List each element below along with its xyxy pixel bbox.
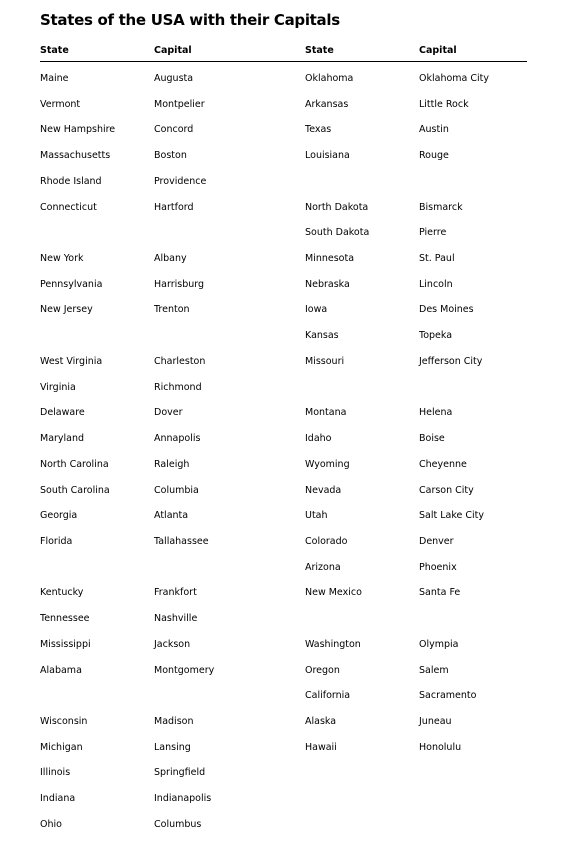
state-name: Florida bbox=[40, 535, 73, 547]
state-name bbox=[40, 562, 115, 588]
capital-name: Concord bbox=[154, 124, 194, 136]
capital-name: Juneau bbox=[419, 715, 452, 727]
header-rule bbox=[40, 61, 527, 62]
state-name bbox=[305, 176, 369, 202]
state-name: Oregon bbox=[305, 664, 340, 676]
state-name: Colorado bbox=[305, 535, 348, 547]
state-name: California bbox=[305, 690, 351, 702]
capital-name: Hartford bbox=[154, 201, 194, 213]
capital-name bbox=[419, 382, 489, 408]
state-name: Illinois bbox=[40, 767, 71, 779]
capital-name: Boise bbox=[419, 433, 445, 445]
state-name: New Jersey bbox=[40, 304, 93, 316]
state-name: Ohio bbox=[40, 818, 62, 830]
state-name: New Hampshire bbox=[40, 124, 116, 136]
state-name: Vermont bbox=[40, 98, 81, 110]
state-name bbox=[40, 690, 115, 716]
capital-name bbox=[154, 690, 214, 716]
state-name: Virginia bbox=[40, 381, 76, 393]
capital-name bbox=[154, 562, 214, 588]
capital-name: Madison bbox=[154, 715, 194, 727]
state-name: Alabama bbox=[40, 664, 82, 676]
state-name: Arizona bbox=[305, 561, 341, 573]
state-name: Rhode Island bbox=[40, 175, 102, 187]
capital-name: Des Moines bbox=[419, 304, 474, 316]
capital-name: St. Paul bbox=[419, 253, 455, 265]
state-name: Maryland bbox=[40, 433, 85, 445]
header-capital-right: Capital bbox=[419, 45, 457, 56]
right-capital-column bbox=[419, 73, 489, 767]
capital-name: Montpelier bbox=[154, 98, 205, 110]
state-name: New Mexico bbox=[305, 587, 362, 599]
state-name: Pennsylvania bbox=[40, 278, 103, 290]
capital-name: Cheyenne bbox=[419, 458, 467, 470]
capital-name: Phoenix bbox=[419, 561, 457, 573]
state-name: West Virginia bbox=[40, 355, 103, 367]
state-name: Kentucky bbox=[40, 587, 84, 599]
capital-name: Tallahassee bbox=[154, 535, 209, 547]
capital-name: Dover bbox=[154, 407, 183, 419]
left-state-column bbox=[40, 73, 115, 845]
state-name: Kansas bbox=[305, 330, 339, 342]
state-name: Alaska bbox=[305, 715, 337, 727]
state-name: Massachusetts bbox=[40, 150, 111, 162]
capital-name: Richmond bbox=[154, 381, 202, 393]
state-name: Hawaii bbox=[305, 741, 337, 753]
capital-name: Lincoln bbox=[419, 278, 453, 290]
capital-name: Augusta bbox=[154, 73, 194, 84]
state-name: Connecticut bbox=[40, 201, 97, 213]
state-name: Louisiana bbox=[305, 150, 350, 162]
capital-name bbox=[154, 330, 214, 356]
state-name: North Dakota bbox=[305, 201, 369, 213]
capital-name: Montgomery bbox=[154, 664, 215, 676]
state-name: Wyoming bbox=[305, 458, 350, 470]
state-name: South Dakota bbox=[305, 227, 370, 239]
state-name: Idaho bbox=[305, 433, 332, 445]
capital-name: Annapolis bbox=[154, 433, 201, 445]
capital-name: Honolulu bbox=[419, 741, 462, 753]
state-name bbox=[305, 613, 369, 639]
capital-name: Rouge bbox=[419, 150, 449, 162]
state-name: Montana bbox=[305, 407, 347, 419]
state-name: Tennessee bbox=[40, 613, 90, 625]
state-name: New York bbox=[40, 253, 84, 265]
state-name: Mississippi bbox=[40, 638, 91, 650]
state-name: Missouri bbox=[305, 355, 345, 367]
capital-name: Jefferson City bbox=[419, 355, 483, 367]
state-name: Oklahoma bbox=[305, 73, 354, 84]
state-name bbox=[305, 382, 369, 408]
header-capital-left: Capital bbox=[154, 45, 192, 56]
state-name: South Carolina bbox=[40, 484, 110, 496]
state-name: Michigan bbox=[40, 741, 83, 753]
capital-name: Little Rock bbox=[419, 98, 469, 110]
capital-name: Denver bbox=[419, 535, 454, 547]
state-name: Arkansas bbox=[305, 98, 349, 110]
right-state-column bbox=[305, 73, 369, 767]
state-name: Delaware bbox=[40, 407, 85, 419]
state-name: Georgia bbox=[40, 510, 78, 522]
capital-name: Santa Fe bbox=[419, 587, 461, 599]
capital-name: Springfield bbox=[154, 767, 206, 779]
left-capital-column bbox=[154, 73, 214, 845]
capital-name: Lansing bbox=[154, 741, 191, 753]
state-name: Texas bbox=[305, 124, 332, 136]
capital-name: Harrisburg bbox=[154, 278, 205, 290]
state-name: Nebraska bbox=[305, 278, 350, 290]
capital-name: Trenton bbox=[154, 304, 190, 316]
state-name: Indiana bbox=[40, 793, 76, 805]
state-name bbox=[40, 227, 115, 253]
capital-name: Helena bbox=[419, 407, 453, 419]
capital-name: Salem bbox=[419, 664, 449, 676]
capital-name: Atlanta bbox=[154, 510, 189, 522]
capital-name: Columbia bbox=[154, 484, 199, 496]
header-state-right: State bbox=[305, 45, 334, 56]
capital-name: Indianapolis bbox=[154, 793, 212, 805]
state-name: Nevada bbox=[305, 484, 342, 496]
capital-name: Providence bbox=[154, 175, 207, 187]
state-name: Washington bbox=[305, 638, 361, 650]
state-name: Utah bbox=[305, 510, 328, 522]
capital-name: Frankfort bbox=[154, 587, 197, 599]
state-name: North Carolina bbox=[40, 458, 109, 470]
capital-name: Carson City bbox=[419, 484, 474, 496]
state-name: Iowa bbox=[305, 304, 328, 316]
header-state-left: State bbox=[40, 45, 69, 56]
page-title: States of the USA with their Capitals bbox=[40, 11, 340, 29]
capital-name: Pierre bbox=[419, 227, 447, 239]
capital-name bbox=[419, 176, 489, 202]
capital-name: Austin bbox=[419, 124, 449, 136]
capital-name: Bismarck bbox=[419, 201, 463, 213]
capital-name: Oklahoma City bbox=[419, 73, 489, 84]
capital-name: Olympia bbox=[419, 638, 459, 650]
capital-name: Charleston bbox=[154, 355, 206, 367]
capital-name: Raleigh bbox=[154, 458, 190, 470]
capital-name: Albany bbox=[154, 253, 187, 265]
capital-name: Salt Lake City bbox=[419, 510, 484, 522]
state-name bbox=[40, 330, 115, 356]
capital-name: Sacramento bbox=[419, 690, 477, 702]
capital-name: Boston bbox=[154, 150, 187, 162]
capital-name bbox=[154, 227, 214, 253]
capital-name: Jackson bbox=[154, 638, 191, 650]
capital-name: Columbus bbox=[154, 818, 202, 830]
state-name: Wisconsin bbox=[40, 715, 88, 727]
capital-name: Topeka bbox=[419, 330, 453, 342]
state-name: Minnesota bbox=[305, 253, 355, 265]
capital-name bbox=[419, 613, 489, 639]
capital-name: Nashville bbox=[154, 613, 198, 625]
state-name: Maine bbox=[40, 73, 69, 84]
